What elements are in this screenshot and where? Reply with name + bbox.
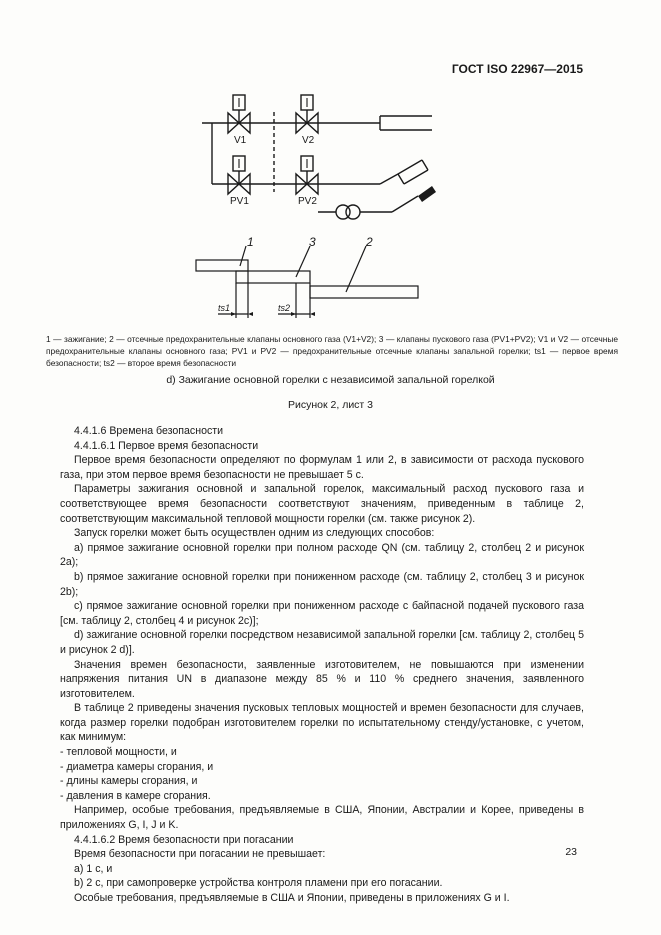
list-item: - тепловой мощности, и <box>60 746 177 759</box>
gas-valve-diagram <box>0 0 661 330</box>
list-item: d) зажигание основной горелки посредством независимой запальной горелки [см. таблицу 2, столбец 5 и рисунок 2 d)]. <box>60 629 584 656</box>
list-item: c) прямое зажигание основной горелки при пониженном расходе с байпасной подачей пускового газа [см. таблицу 2, столбец 4 и рисунок 2c)]; <box>60 600 584 627</box>
subsection-heading: 4.4.1.6.2 Время безопасности при погасании <box>74 833 294 846</box>
section-heading: 4.4.1.6 Времена безопасности <box>74 425 224 437</box>
timing-label-3: 3 <box>309 235 316 249</box>
list-item: - диаметра камеры сгорания, и <box>60 760 214 773</box>
paragraph: Значения времен безопасности, заявленные изготовителем, не повышаются при изменении напряжения питания UN в диапазоне между 85 % и 110 % среднего значения, заявленного изготовителем. <box>60 658 584 700</box>
figure-subcaption: d) Зажигание основной горелки с независимой запальной горелкой <box>166 374 495 386</box>
list-item: b) прямое зажигание основной горелки при пониженном расходе (см. таблицу 2, столбец 3 и рисунок 2b); <box>60 570 584 598</box>
figure-legend: 1 — зажигание; 2 — отсечные предохранительные клапаны основного газа (V1+V2); 3 — клапаны пускового газа (PV1+PV2); V1 и V2 — отсечные предохранительные клапаны основного газа; PV1 и PV2 — предохранительные отсечные клапаны запальной горелки; ts1 — первое время безопасности; ts2 — второе время безопасности <box>46 334 618 368</box>
body-text <box>60 424 584 906</box>
list-item: - длины камеры сгорания, и <box>60 775 198 788</box>
ts1-label: ts1 <box>218 303 231 313</box>
timing-label-2: 2 <box>366 235 373 249</box>
list-item: a) прямое зажигание основной горелки при полном расходе QN (см. таблицу 2, столбец 2 и рисунок 2a); <box>60 541 584 569</box>
subsection-heading: 4.4.1.6.1 Первое время безопасности <box>74 439 259 452</box>
valve-label-v2: V2 <box>302 135 315 146</box>
valve-label-pv2: PV2 <box>298 196 317 207</box>
paragraph: Например, особые требования, предъявляемые в США, Японии, Австралии и Корее, приведены в приложениях G, I, J и K. <box>60 804 584 832</box>
figure-title: Рисунок 2, лист 3 <box>288 399 373 411</box>
list-item: a) 1 с, и <box>74 862 113 875</box>
paragraph: В таблице 2 приведены значения пусковых тепловых мощностей и времен безопасности для случаев, когда размер горелки подобран изготовителем горелки по испытательному стенду/установке, с учетом, как минимум: <box>60 702 584 744</box>
paragraph: Особые требования, предъявляемые в США и Японии, приведены в приложениях G и I. <box>74 892 510 904</box>
valve-label-v1: V1 <box>234 135 247 146</box>
ts2-label: ts2 <box>278 303 291 313</box>
paragraph: Параметры зажигания основной и запальной горелок, максимальный расход пускового газа и соответствующее время безопасности соответствуют значениям, приведенным в таблице 2, соответствующим максимальной тепловой мощности горелки (см. также рисунок 2). <box>60 483 584 525</box>
timing-label-1: 1 <box>247 235 254 249</box>
paragraph: Запуск горелки может быть осуществлен одним из следующих способов: <box>74 527 435 540</box>
paragraph: Время безопасности при погасании не превышает: <box>74 848 326 861</box>
document-header: ГОСТ ISO 22967—2015 <box>451 62 583 76</box>
page-number: 23 <box>565 846 577 858</box>
valve-label-pv1: PV1 <box>230 196 249 207</box>
list-item: - давления в камере сгорания. <box>60 789 211 802</box>
paragraph: Первое время безопасности определяют по формулам 1 или 2, в зависимости от расхода пускового газа, при этом первое время безопасности не превышает 5 с. <box>60 454 584 481</box>
list-item: b) 2 с, при самопроверке устройства контроля пламени при его погасании. <box>74 877 443 890</box>
